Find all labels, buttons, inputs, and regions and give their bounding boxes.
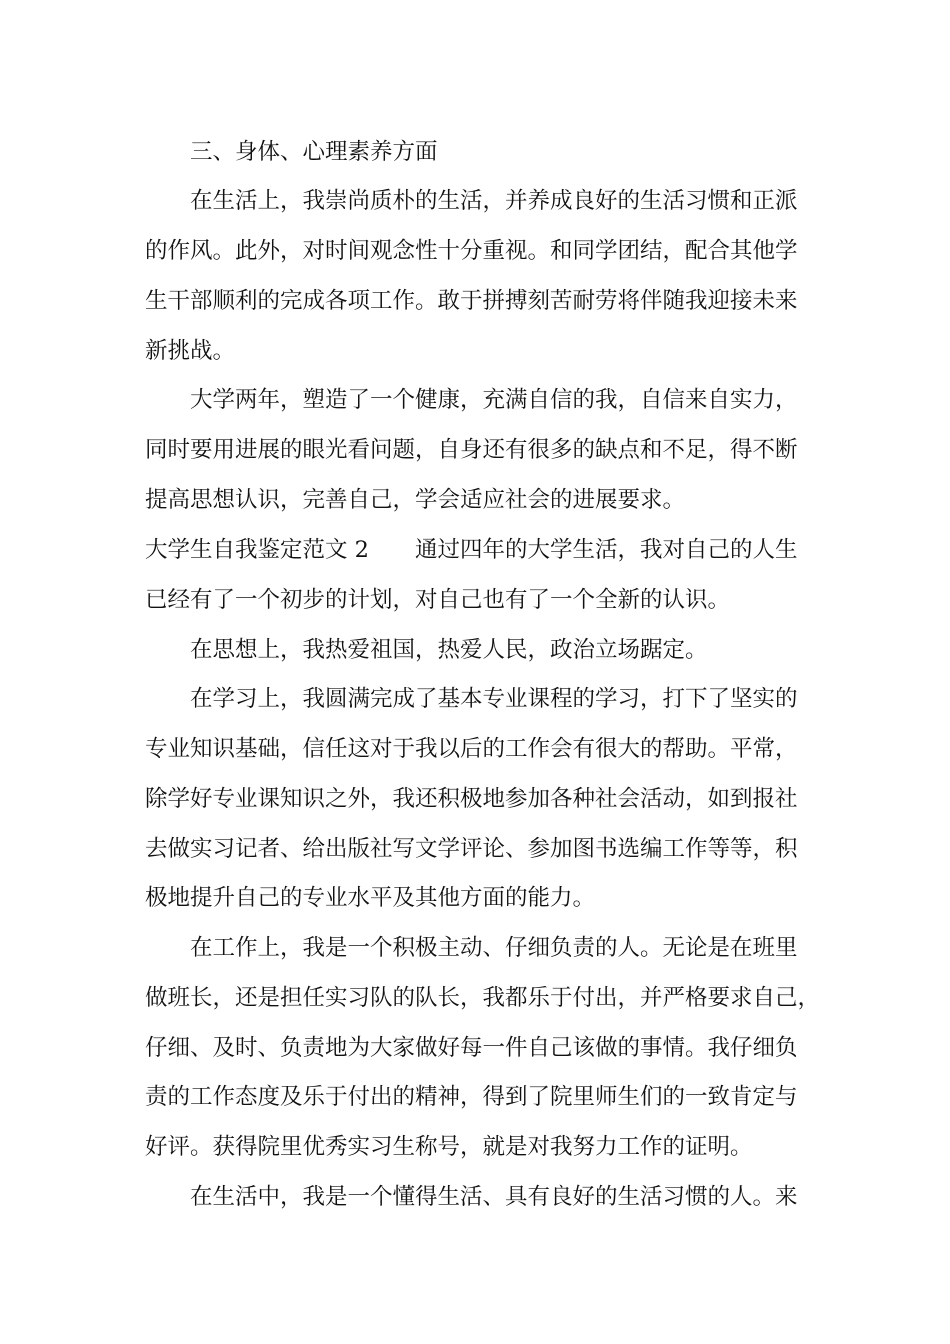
paragraph-line: 同时要用进展的眼光看问题，自身还有很多的缺点和不足，得不断: [145, 437, 798, 463]
paragraph-line: 去做实习记者、给出版社写文学评论、参加图书选编工作等等，积: [145, 836, 798, 862]
paragraph-line: 在生活中，我是一个懂得生活、具有良好的生活习惯的人。来: [190, 1184, 798, 1210]
paragraph-line: 责的工作态度及乐于付出的精神，得到了院里师生们的一致肯定与: [145, 1084, 798, 1110]
paragraph-line: 生干部顺利的完成各项工作。敢于拼搏刻苦耐劳将伴随我迎接未来: [145, 288, 798, 314]
paragraph-line: 好评。获得院里优秀实习生称号，就是对我努力工作的证明。: [145, 1134, 753, 1160]
paragraph-line: 做班长，还是担任实习队的队长，我都乐于付出，并严格要求自己，: [145, 985, 821, 1011]
paragraph-text: 通过四年的大学生活，我对自己的人生: [414, 537, 798, 563]
section-heading: 三、身体、心理素养方面: [190, 139, 438, 165]
paragraph-line: 提高思想认识，完善自己，学会适应社会的进展要求。: [145, 487, 686, 513]
paragraph-line: 在工作上，我是一个积极主动、仔细负责的人。无论是在班里: [190, 935, 798, 961]
paragraph-line: 除学好专业课知识之外，我还积极地参加各种社会活动，如到报社: [145, 786, 798, 812]
article-title: 大学生自我鉴定范文 2: [145, 537, 369, 563]
paragraph-line: 在生活上，我崇尚质朴的生活，并养成良好的生活习惯和正派: [190, 188, 798, 214]
paragraph-line: 仔细、及时、负责地为大家做好每一件自己该做的事情。我仔细负: [145, 1035, 798, 1061]
paragraph-line: 极地提升自己的专业水平及其他方面的能力。: [145, 885, 596, 911]
paragraph-line: 的作风。此外，对时间观念性十分重视。和同学团结，配合其他学: [145, 238, 798, 264]
paragraph-line: 大学两年，塑造了一个健康，充满自信的我，自信来自实力，: [190, 387, 798, 413]
paragraph-line: 在思想上，我热爱祖国，热爱人民，政治立场踞定。: [190, 637, 708, 663]
paragraph-line: 在学习上，我圆满完成了基本专业课程的学习，打下了坚实的: [190, 686, 798, 712]
article-title-line: [145, 534, 825, 566]
paragraph-line: 已经有了一个初步的计划，对自己也有了一个全新的认识。: [145, 587, 731, 613]
paragraph-line: 专业知识基础，信任这对于我以后的工作会有很大的帮助。平常，: [145, 736, 798, 762]
paragraph-line: 新挑战。: [145, 338, 236, 364]
